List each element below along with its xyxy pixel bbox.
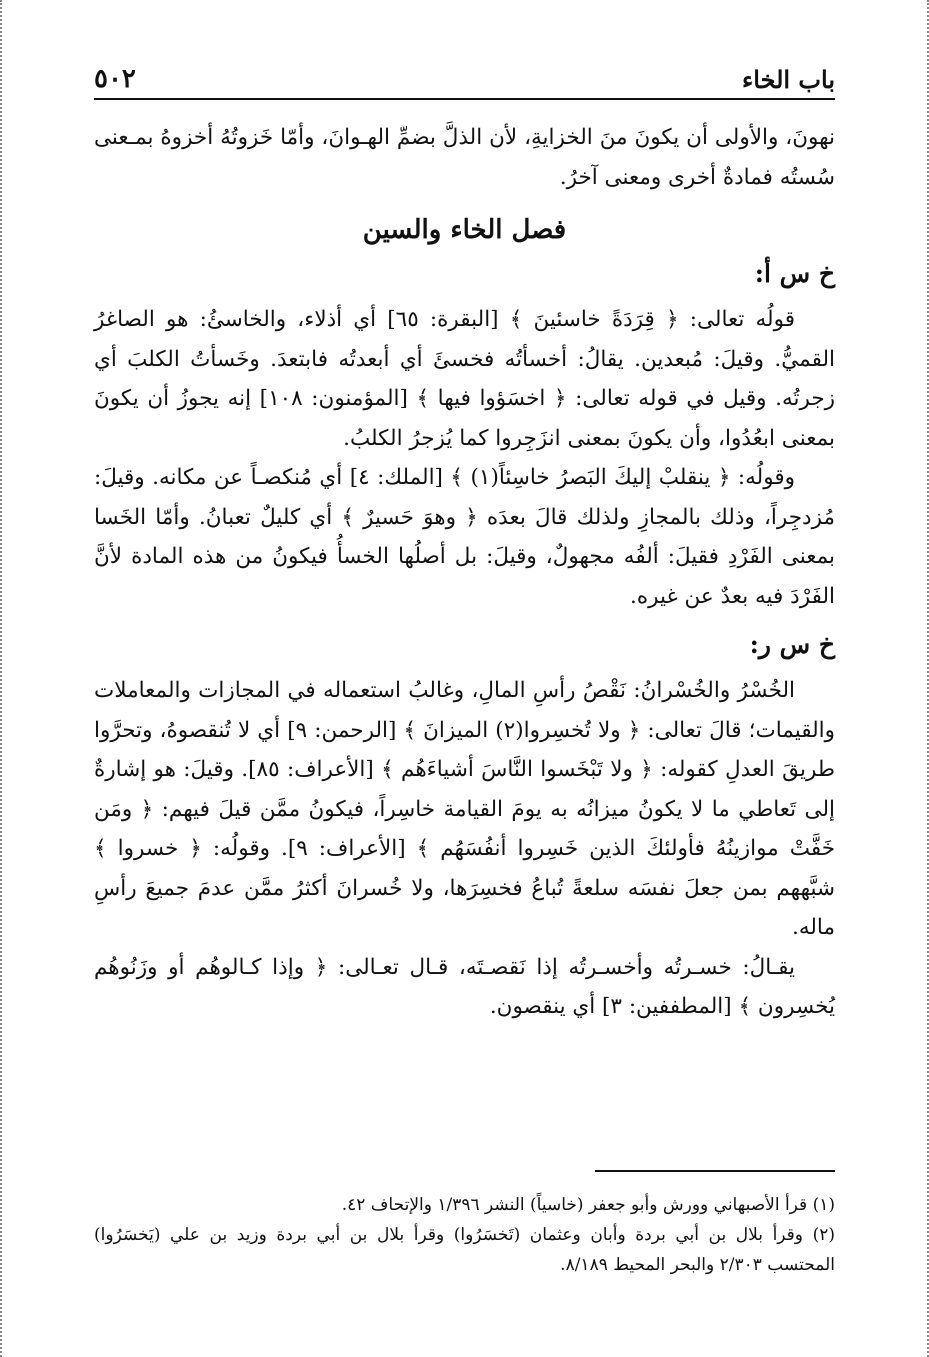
footnotes <box>94 1190 835 1280</box>
chapter-title: باب الخاء <box>741 65 835 94</box>
entry-root-khsr: خ س ر: <box>749 630 835 659</box>
entry-paragraph: وقولُه: ﴿ ينقلبْ إليكَ البَصرُ خاسِئاً(١) ﴾ [الملك: ٤] أي مُنكصـاً عن مكانه. وقيلَ: مُزدجِراً، وذلك بالمجازِ ولذلك قالَ بعدَه ﴿ وهوَ حَسيرٌ ﴾ أي كليلٌ تعبانُ. وأمّا الخَسا بمعنى الفَرْدِ فقيلَ: ألفُه مجهولٌ، وقيلَ: بل أصلُها الخسأُ فيكونُ من هذه المادة لأنَّ الفَرْدَ فيه بعدٌ عن غيره. <box>94 465 835 609</box>
intro-paragraph: نهونَ، والأولى أن يكونَ منَ الخزايةِ، لأن الذلَّ بضمِّ الهـوانَ، وأمّا خَزوتُهُ أخزوهُ بمـعنى سُستُه فمادةٌ أخرى ومعنى آخرُ. <box>94 125 835 190</box>
footnote-divider <box>595 1170 835 1172</box>
entry-paragraph: الخُسْرُ والخُسْرانُ: نَقْصُ رأسِ المالِ، وغالبُ استعماله في المجازات والمعاملات والقيمات؛ قالَ تعالى: ﴿ ولا تُخسِروا(٢) الميزانَ ﴾ [الرحمن: ٩] أي لا تُنقصوهُ، وتحرَّوا طريقَ العدلِ كقوله: ﴿ ولا تَبْخَسوا النَّاسَ أشياءَهُم ﴾ [الأعراف: ٨٥]. وقيلَ: هو إشارةٌ إلى تَعاطي ما لا يكونُ ميزانُه به يومَ القيامة خاسِراً، فيكونُ ممَّن قيلَ فيهم: ﴿ ومَن خَفَّتْ موازينُهُ فأولئكَ الذين خَسِروا أنفُسَهُم ﴾ [الأعراف: ٩]. وقولُه: ﴿ خسروا ﴾ شبَّههم بمن جعلَ نفسَه سلعةً تُباعُ فخسِرَها، ولا خُسرانَ أكثرُ ممَّن عدمَ جميعَ رأسِ ماله. <box>94 678 835 940</box>
page-number: ٥٠٢ <box>94 64 136 94</box>
page-body <box>94 118 835 1027</box>
page-header <box>94 54 835 100</box>
footnote-2: (٢) وقرأ بلال بن أبي بردة وأبان وعثمان (تَخسَرُوا) وقرأ بلال بن أبي بردة وزيد بن علي (يَخسَرُوا) المحتسب ٢/٣٠٣ والبحر المحيط ٨/١٨٩. <box>94 1225 835 1275</box>
entry-root-khsa: خ س أ: <box>754 259 835 288</box>
section-heading: فصل الخاء والسين <box>362 215 567 245</box>
footnote-1: (١) قرأ الأصبهاني وورش وأبو جعفر (خاسياً) النشر ١/٣٩٦ والإتحاف ٤٢. <box>341 1195 835 1215</box>
entry-paragraph: يقـالُ: خسـرتُه وأخسـرتُه إذا نَقصـتَه، قـال تعـالى: ﴿ وإذا كـالوهُم أو وزَنُوهُم يُخسِرون ﴾ [المطففين: ٣] أي ينقصون. <box>94 954 835 1019</box>
entry-paragraph: قولُه تعالى: ﴿ قِرَدَةً خاسئينَ ﴾ [البقرة: ٦٥] أي أذلاء، والخاسئُ: هو الصاغرُ القميُّ. وقيلَ: مُبعدين. يقالُ: أخسأتُه فخسئَ أي أبعدتُه فابتعدَ. وخَسأتُ الكلبَ أي زجرتُه. وقيل في قوله تعالى: ﴿ اخسَؤوا فيها ﴾ [المؤمنون: ١٠٨] إنه يجوزُ أن يكونَ بمعنى ابعُدُوا، وأن يكونَ بمعنى انزَجِروا كما يُزجرُ الكلبُ. <box>94 307 836 451</box>
